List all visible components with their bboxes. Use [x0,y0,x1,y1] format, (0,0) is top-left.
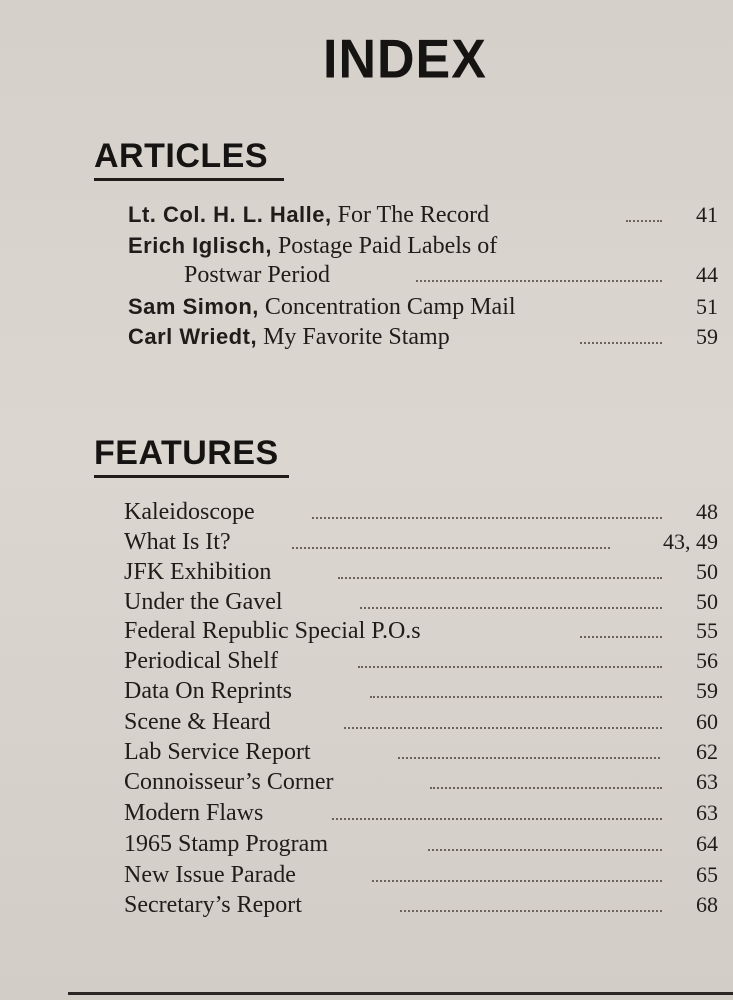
page-number: 64 [696,831,718,856]
article-title: For The Record [337,202,490,228]
feature-entry [0,737,733,767]
article-title: My Favorite Stamp [263,324,450,350]
dot-leader [332,818,662,820]
feature-title: Federal Republic Special P.O.s [124,618,421,644]
page-title: INDEX [323,29,487,90]
feature-title: Data On Reprints [124,678,292,704]
feature-entry [0,497,733,527]
feature-entry [0,587,733,617]
feature-title: JFK Exhibition [124,559,272,585]
page-number: 56 [696,648,718,673]
dot-leader [400,910,662,912]
page-number: 41 [696,202,718,227]
article-entry [0,292,733,322]
feature-entry [0,676,733,706]
feature-title: Periodical Shelf [124,648,278,674]
dot-leader [338,577,662,579]
feature-title: Lab Service Report [124,739,311,765]
page-number: 59 [696,678,718,703]
feature-title: 1965 Stamp Program [124,831,328,857]
dot-leader [358,666,662,668]
feature-title: What Is It? [124,529,231,555]
page-number: 65 [696,862,718,887]
page-number: 62 [696,739,718,764]
article-title: Postage Paid Labels of [277,233,498,259]
feature-entry [0,890,733,920]
bottom-rule [68,992,733,995]
dot-leader [416,280,662,282]
feature-title: Under the Gavel [124,589,283,615]
page-number: 59 [696,324,718,349]
feature-entry [0,527,733,557]
feature-entry [0,798,733,828]
dot-leader [398,757,660,759]
page-number: 63 [696,769,718,794]
page-number: 63 [696,800,718,825]
feature-title: Connoisseur’s Corner [124,769,334,795]
article-entry [0,200,733,230]
articles-heading: ARTICLES [94,136,284,181]
feature-entry [0,616,733,646]
dot-leader [370,696,662,698]
feature-entry [0,557,733,587]
article-author: Sam Simon, [128,294,259,319]
dot-leader [430,787,662,789]
article-entry [0,322,733,352]
feature-entry [0,829,733,859]
article-author: Lt. Col. H. L. Halle, [128,202,332,227]
dot-leader [292,547,610,549]
feature-title: New Issue Parade [124,862,296,888]
feature-entry [0,860,733,890]
page-number: 55 [696,618,718,643]
feature-entry [0,646,733,676]
features-heading: FEATURES [94,433,289,478]
page-number: 60 [696,709,718,734]
article-title: Concentration Camp Mail [264,294,516,320]
feature-title: Secretary’s Report [124,892,302,918]
dot-leader [344,727,662,729]
page-number: 50 [696,589,718,614]
article-author: Erich Iglisch, [128,233,272,258]
page-number: 51 [696,294,718,319]
dot-leader [360,607,662,609]
feature-title: Modern Flaws [124,800,264,826]
dot-leader [580,636,662,638]
dot-leader [626,220,662,222]
article-entry [0,231,733,261]
article-author: Carl Wriedt, [128,324,258,349]
page-number: 48 [696,499,718,524]
page-number: 43, 49 [663,529,718,554]
page-number: 68 [696,892,718,917]
article-entry-continuation [0,260,733,290]
dot-leader [372,880,662,882]
dot-leader [580,342,662,344]
article-title-continued: Postwar Period [184,262,330,288]
page-number: 44 [696,262,718,287]
dot-leader [428,849,662,851]
feature-title: Scene & Heard [124,709,271,735]
page-number: 50 [696,559,718,584]
feature-entry [0,767,733,797]
dot-leader [312,517,662,519]
feature-title: Kaleidoscope [124,499,255,525]
feature-entry [0,707,733,737]
